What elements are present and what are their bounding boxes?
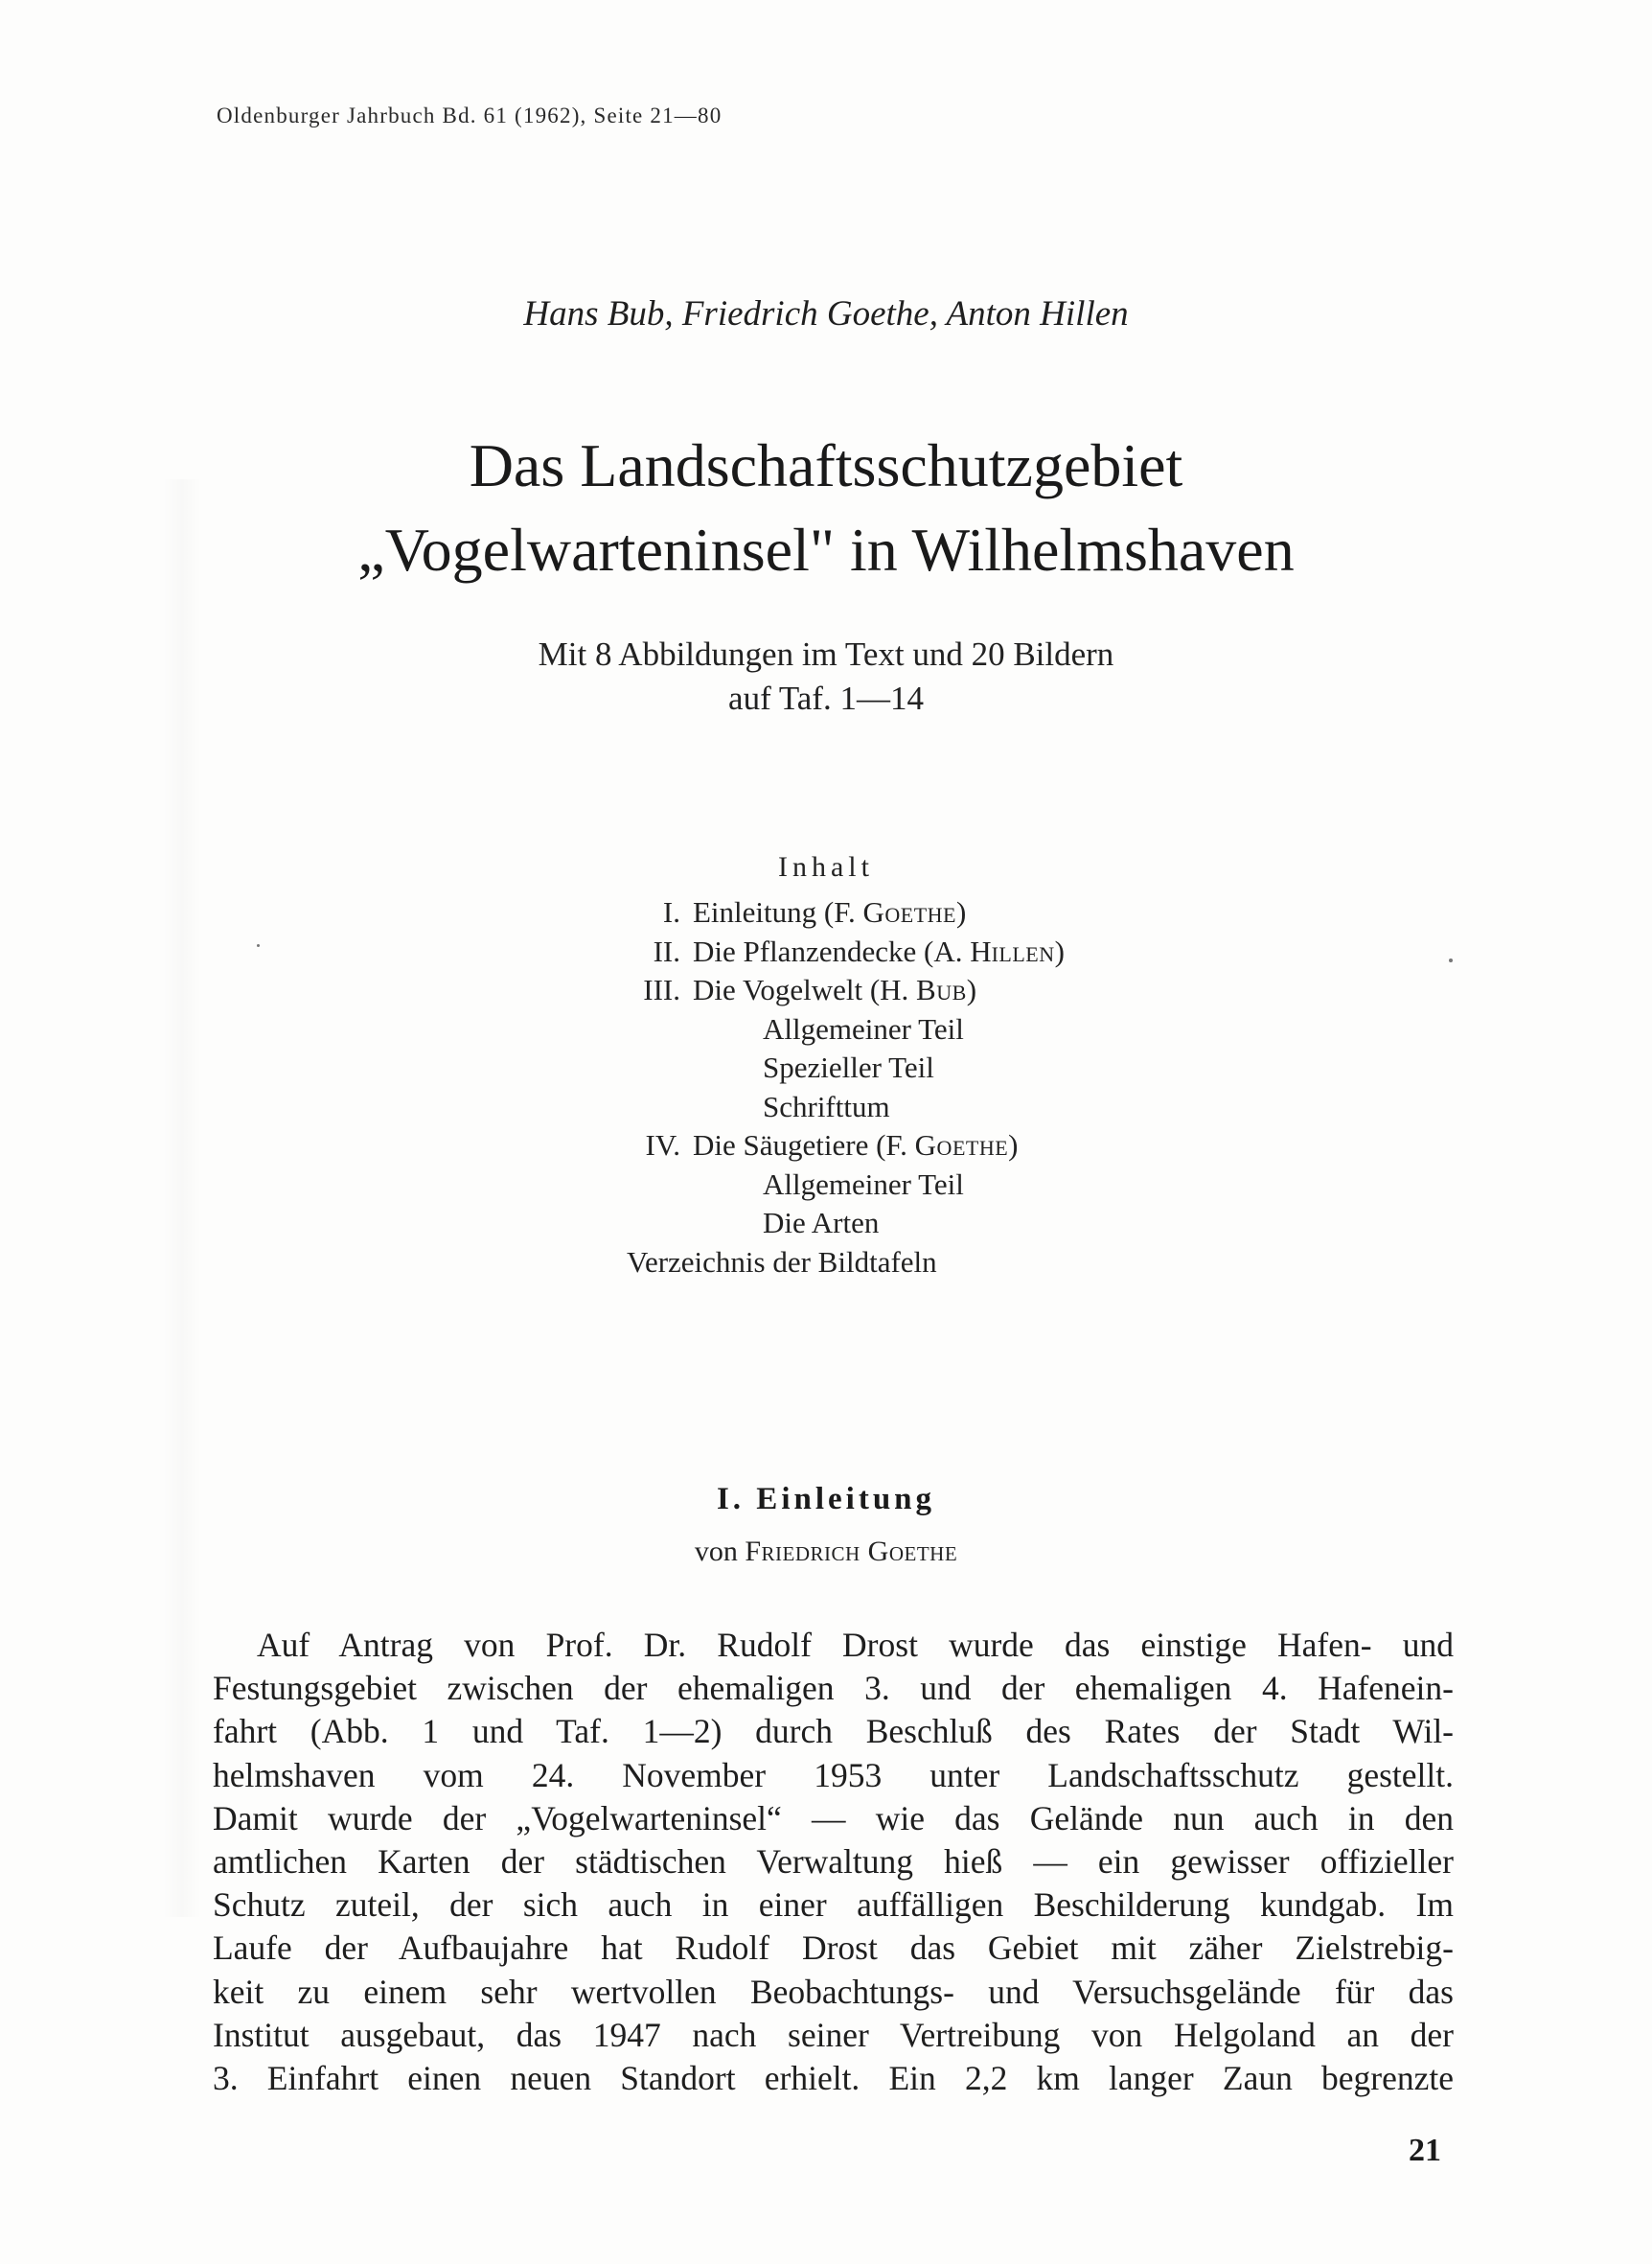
body-line: fahrt (Abb. 1 und Taf. 1—2) durch Beschluß des Rates der Stadt Wil- bbox=[213, 1712, 1454, 1751]
body-line: 3. Einfahrt einen neuen Standort erhielt. Ein 2,2 km langer Zaun begrenzte bbox=[213, 2058, 1454, 2097]
byline-name: Friedrich Goethe bbox=[745, 1536, 958, 1567]
article-subtitle bbox=[0, 633, 1652, 721]
subtitle-line-2: auf Taf. 1—14 bbox=[728, 680, 924, 717]
title-line-2: „Vogelwarteninsel" in Wilhelmshaven bbox=[357, 516, 1295, 584]
article-title bbox=[0, 424, 1652, 592]
toc-entry-text: Die Pflanzendecke (A. H bbox=[693, 934, 992, 968]
toc-entry-author: illen bbox=[991, 934, 1055, 968]
toc-entry-title bbox=[693, 971, 976, 1010]
toc-entry-text: Einleitung (F. bbox=[693, 895, 863, 929]
toc-entry-number: I. bbox=[662, 895, 680, 929]
scan-speck bbox=[1449, 959, 1453, 962]
body-line: Festungsgebiet zwischen der ehemaligen 3. und der ehemaligen 4. Hafenein- bbox=[213, 1669, 1454, 1708]
toc-entry-close: ) bbox=[955, 895, 967, 929]
toc-entry-author: Bub bbox=[916, 973, 967, 1006]
toc-entry-title bbox=[693, 893, 966, 933]
toc-subentry: Die Arten bbox=[763, 1206, 880, 1239]
byline-prefix: von bbox=[694, 1536, 746, 1567]
toc-entry-close: ) bbox=[1054, 934, 1065, 968]
toc-heading: Inhalt bbox=[778, 851, 874, 883]
toc-entry-number: II. bbox=[653, 934, 680, 968]
running-head: Oldenburger Jahrbuch Bd. 61 (1962), Seite 21—80 bbox=[217, 104, 723, 127]
title-line-1: Das Landschaftsschutzgebiet bbox=[469, 431, 1183, 499]
toc-subentry: Allgemeiner Teil bbox=[763, 1011, 964, 1046]
body-line: amtlichen Karten der städtischen Verwaltung hieß — ein gewisser offizieller bbox=[213, 1841, 1454, 1881]
section-heading: I. Einleitung bbox=[716, 1482, 936, 1516]
toc-entry-close: ) bbox=[966, 973, 977, 1006]
section-byline bbox=[0, 1536, 1652, 1568]
toc-subentry: Allgemeiner Teil bbox=[763, 1167, 964, 1201]
toc-plain-entry: Verzeichnis der Bildtafeln bbox=[627, 1244, 937, 1279]
authors: Hans Bub, Friedrich Goethe, Anton Hillen bbox=[523, 294, 1129, 334]
body-line: Damit wurde der „Vogelwarteninsel“ — wie das Gelände nun auch in den bbox=[213, 1798, 1454, 1837]
body-line: Schutz zuteil, der sich auch in einer auffälligen Beschilderung kundgab. Im bbox=[213, 1885, 1454, 1925]
body-line: Auf Antrag von Prof. Dr. Rudolf Drost wurde das einstige Hafen- und bbox=[257, 1626, 1454, 1664]
toc-entry-title bbox=[693, 1126, 1018, 1166]
toc-entry-author: Goethe bbox=[914, 1128, 1009, 1162]
scan-speck bbox=[257, 944, 260, 947]
page-number: 21 bbox=[1409, 2133, 1441, 2168]
body-line: Laufe der Aufbaujahre hat Rudolf Drost das Gebiet mit zäher Zielstrebig- bbox=[213, 1929, 1454, 1968]
toc-entry-number: IV. bbox=[645, 1128, 680, 1162]
toc-entry-text: Die Vogelwelt (H. bbox=[693, 973, 917, 1006]
body-line: keit zu einem sehr wertvollen Beobachtungs- und Versuchsgelände für das bbox=[213, 1972, 1454, 2011]
body-text bbox=[213, 1624, 1454, 2100]
toc-entry-title bbox=[693, 933, 1065, 972]
subtitle-line-1: Mit 8 Abbildungen im Text und 20 Bildern bbox=[538, 635, 1114, 673]
body-line: helmshaven vom 24. November 1953 unter Landschaftsschutz gestellt. bbox=[213, 1755, 1454, 1794]
body-line: Institut ausgebaut, das 1947 nach seiner Vertreibung von Helgoland an der bbox=[213, 2015, 1454, 2054]
toc-entry-number: III. bbox=[643, 973, 680, 1006]
toc-subentry: Schrifttum bbox=[763, 1089, 890, 1123]
toc-subentry: Spezieller Teil bbox=[763, 1051, 934, 1084]
toc-entry-author: Goethe bbox=[862, 895, 956, 929]
toc-entry-close: ) bbox=[1008, 1128, 1019, 1162]
toc-entry-text: Die Säugetiere (F. bbox=[693, 1128, 915, 1162]
